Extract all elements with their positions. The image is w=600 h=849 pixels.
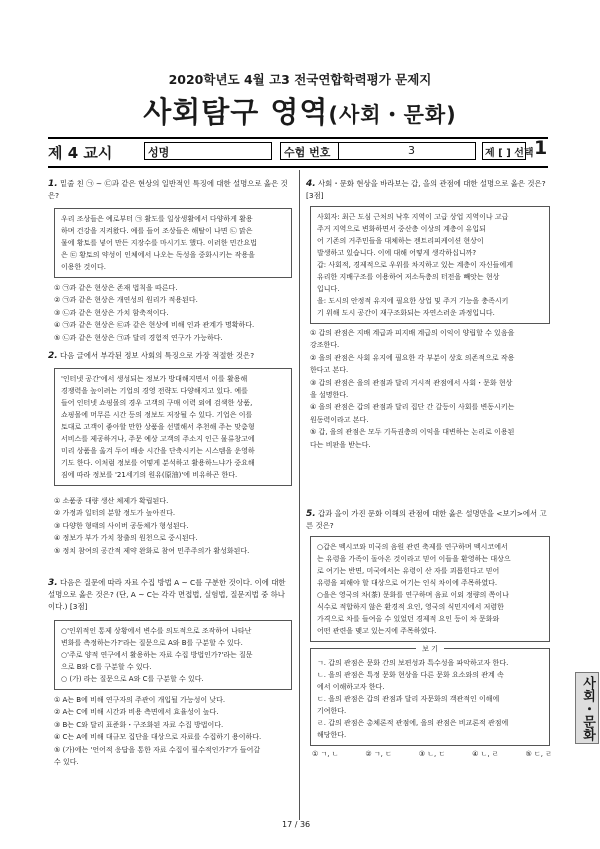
answer-option-continued: 수 있다.: [54, 758, 79, 767]
question-number: 2.: [48, 351, 58, 361]
answer-option[interactable]: ⑤ ㉡과 같은 현상은 ㉠과 달리 경험적 연구가 가능하다.: [54, 333, 223, 342]
question-number: 4.: [306, 179, 316, 189]
answer-option[interactable]: ③ 갑의 관점은 을의 관점과 달리 거시적 관점에서 사회・문화 현상: [310, 378, 513, 387]
passage-line: 갑: 사회적, 경제적으로 우위를 차지하고 있는 계층이 자신들에게: [317, 261, 513, 269]
answer-option[interactable]: ⑤ (가)에는 '언어적 응답을 통한 자료 수집이 필수적인가?'가 들어갈: [54, 745, 261, 754]
answer-option[interactable]: ② A는 C에 비해 시간과 비용 측면에서 효율성이 높다.: [54, 708, 219, 717]
answer-option-continued: 한다고 본다.: [310, 366, 349, 375]
question-3: [48, 577, 292, 613]
passage-line: 유령을 피해야 할 대상으로 여기는 인식 차이에 주목하였다.: [317, 579, 498, 587]
question-number: 1.: [48, 179, 58, 189]
q3-options: [54, 694, 294, 768]
passage-line: 사회자: 최근 도심 근처의 낙후 지역이 고급 상업 지역이나 고급: [317, 213, 509, 221]
q1-passage: [54, 208, 292, 278]
name-label: 성명: [148, 146, 170, 159]
passage-line: 유리한 지배구조를 이용하여 저소득층의 터전을 빼앗는 현상: [317, 273, 500, 281]
q5-options: [312, 748, 552, 760]
passage-line: 는 유령을 가족이 돌아온 것이라고 믿어 이들을 환영하는 대상으: [317, 555, 511, 563]
passage-line: 우리 조상들은 예로부터 ㉠ 활도를 일상생활에서 다양하게 활용: [61, 215, 253, 223]
passage-line: ○갑은 멕시코와 미국의 음원 관련 축제를 연구하며 멕시코에서: [317, 543, 508, 551]
answer-option[interactable]: ⑤ 정치 참여의 공간적 제약 완화로 참여 민주주의가 활성화된다.: [54, 546, 250, 555]
exam-number-value: 3: [408, 144, 415, 157]
question-4: [306, 178, 550, 202]
passage-line: ○을은 영국의 차(茶) 문화를 연구하며 음료 이외 정량의 쪽이나: [317, 591, 509, 599]
q2-options: [54, 495, 294, 557]
q5-bogi-box: [310, 645, 550, 746]
subject-main: 사회탐구 영역: [143, 95, 329, 129]
answer-option[interactable]: ④ 정보가 부가 가치 창출의 원천으로 중시된다.: [54, 534, 198, 543]
question-number: 3.: [48, 578, 58, 588]
q4-options: [310, 327, 552, 451]
passage-line: 들어 인터넷 쇼핑몰의 경우 고객의 구매 이력 외에 검색한 상품,: [61, 399, 253, 407]
passage-line: 쇼핑몰에 머무른 시간 등의 정보도 저장될 수 있다. 기업은 이를: [61, 411, 253, 419]
exam-number-divider: [338, 142, 339, 160]
question-5: [306, 508, 550, 532]
bogi-item: ㄹ. 갑의 관점은 총체론적 관점에, 을의 관점은 비교론적 관점에: [317, 719, 509, 727]
exam-number-label: 수험 번호: [284, 146, 331, 159]
answer-option[interactable]: ① A는 B에 비해 연구자의 주관이 개입될 가능성이 낮다.: [54, 696, 226, 704]
passage-line: 토대로 고객이 좋아할 만한 상품을 선별해서 추천해 주는 맞춤형: [61, 423, 255, 431]
answer-option-continued: 다는 비판을 받는다.: [310, 440, 371, 449]
passage-line: 경쟁력을 높이려는 기업의 경영 전략도 다양해지고 있다. 예를: [61, 387, 248, 395]
q4-passage: [310, 206, 550, 324]
question-stem: 밑줄 친 ㉠ ~ ㉢과 같은 현상의 일반적인 특징에 대한 설명으로 옳은 것은?: [48, 179, 288, 200]
bogi-item: 에서 이해하고자 한다.: [317, 683, 385, 691]
passage-line: 미리 상품을 옮겨 두어 배송 시간을 단축시키는 시스템을 운영하: [61, 447, 255, 455]
question-1: [48, 178, 292, 202]
passage-line: ○'인위적인 통제 상황에서 변수를 의도적으로 조작하여 나타난: [61, 627, 252, 635]
passage-line: 어떤 관련을 맺고 있는지에 주목하였다.: [317, 627, 437, 635]
passage-line: 을: 도시의 안정적 유지에 필요한 상업 및 주거 기능을 충족시키: [317, 297, 509, 305]
passage-line: 물에 황토를 넣어 만든 지장수를 마시기도 했다. 이러한 민간요법: [61, 239, 257, 247]
question-stem: 다음 글에서 부각된 정보 사회의 특징으로 가장 적절한 것은?: [60, 351, 255, 360]
answer-option[interactable]: ⑤ ㄷ, ㄹ: [525, 750, 552, 758]
passage-line: 기도 한다. 이처럼 정보를 어떻게 분석하고 활용하느냐가 중요해: [61, 459, 255, 467]
passage-line: 어 기존의 거주민들을 대체하는 젠트리피케이션 현상이: [317, 237, 484, 245]
q3-passage: [54, 620, 292, 690]
bogi-item: ㄷ. 을의 관점은 갑의 관점과 달리 자문화의 객관적인 이해에: [317, 695, 500, 703]
passage-line: ○ (가) 라는 질문으로 A와 C를 구분할 수 있다.: [61, 675, 204, 683]
bogi-title: 보 기: [311, 643, 549, 655]
answer-option[interactable]: ④ C는 A에 비해 대규모 집단을 대상으로 자료를 수집하기 용이하다.: [54, 733, 262, 742]
choice-label: 제 [ ] 선택: [485, 148, 534, 159]
passage-line: 식수로 적합하지 않은 환경적 요인, 영국의 식민지에서 저렴한: [317, 603, 504, 611]
answer-option[interactable]: ③ ㄴ, ㄷ: [418, 750, 446, 758]
passage-line: 로 여기는 반면, 미국에서는 유령이 산 자를 괴롭힌다고 믿어: [317, 567, 500, 575]
passage-line: 입니다.: [317, 285, 340, 293]
answer-option[interactable]: ① 소품종 대량 생산 체제가 확립된다.: [54, 497, 169, 505]
passage-line: 가격으로 차를 들여올 수 있었던 경제적 요인 등이 차 문화와: [317, 615, 500, 623]
passage-line: 하며 건강을 지켜왔다. 예를 들어 조상들은 해탈이 나면 ㉡ 맑은: [61, 227, 253, 235]
passage-line: 주거 지역으로 변화하면서 중산층 이상의 계층이 유입되: [317, 225, 486, 233]
answer-option[interactable]: ③ 다양한 형태의 사이버 공동체가 형성된다.: [54, 521, 189, 530]
q2-passage: [54, 368, 292, 486]
answer-option-continued: 강조한다.: [310, 341, 340, 350]
passage-line: 은 ㉢ 황토의 약성이 인체에서 나오는 독성을 중화시키는 작용을: [61, 251, 255, 259]
subject-title: [0, 90, 600, 131]
answer-option[interactable]: ③ ㉡과 같은 현상은 가치 함축적이다.: [54, 308, 169, 317]
answer-option[interactable]: ② ㉠과 같은 현상은 개연성의 원리가 적용된다.: [54, 296, 198, 305]
answer-option[interactable]: ② ㄱ, ㄷ: [365, 750, 392, 758]
answer-option[interactable]: ⑤ 갑, 을의 관점은 모두 기득권층의 이익을 대변하는 논리로 이용된: [310, 428, 515, 437]
bogi-item: ㄱ. 갑의 관점은 문화 간의 보편성과 특수성을 파악하고자 한다.: [317, 659, 509, 667]
q1-options: [54, 282, 294, 344]
bogi-item: 기여한다.: [317, 707, 347, 715]
bogi-item: ㄴ. 을의 관점은 특정 문화 현상을 다른 문화 요소와의 관계 속: [317, 671, 504, 679]
question-2: [48, 350, 292, 362]
question-stem: 다음은 질문에 따라 자료 수집 방법 A ~ C를 구분한 것이다. 이에 대한 설명으로 옳은 것은? (단, A ~ C는 각각 면접법, 실험법, 질문지법 중 하나이다.) [3점]: [48, 578, 286, 611]
exam-info-row: [48, 137, 548, 163]
answer-option-continued: 원동력이라고 본다.: [310, 415, 369, 424]
passage-line: 기 위해 도시 공간이 재구조화되는 자연스러운 과정입니다.: [317, 309, 495, 317]
answer-option[interactable]: ① ㉠과 같은 현상은 존재 법칙을 따른다.: [54, 284, 178, 292]
question-stem: 사회・문화 현상을 바라보는 갑, 을의 관점에 대한 설명으로 옳은 것은? [3점]: [306, 179, 546, 200]
passage-line: ○'주로 양적 연구에서 활용하는 자료 수집 방법인가?'라는 질문: [61, 651, 253, 659]
answer-option[interactable]: ① ㄱ, ㄴ: [312, 750, 339, 758]
passage-line: 으로 B와 C를 구분할 수 있다.: [61, 663, 152, 671]
answer-option-continued: 을 설명한다.: [310, 391, 349, 400]
passage-line: 변화를 측정하는가?'라는 질문으로 A와 B를 구분할 수 있다.: [61, 639, 243, 647]
answer-option[interactable]: ① 갑의 관점은 지배 계급과 피지배 계급의 이익이 양립할 수 있음을: [310, 329, 515, 337]
column-divider: [299, 170, 300, 820]
page-number: 1: [534, 137, 548, 159]
subject-sub: (사회・문화): [328, 103, 457, 127]
header-bottom-rule: [48, 166, 548, 168]
passage-line: 이용한 것이다.: [61, 263, 107, 271]
passage-line: 짐에 따라 정보를 '21세기의 원유(原油)'에 비유하곤 한다.: [61, 471, 238, 479]
answer-option[interactable]: ② 가정과 일터의 분할 정도가 높아진다.: [54, 509, 176, 518]
header-top-rule: [48, 137, 548, 139]
q5-passage: [310, 536, 550, 642]
period-label: 제 4 교시: [48, 144, 113, 162]
answer-option[interactable]: ④ ㄴ, ㄹ: [472, 750, 499, 758]
answer-option[interactable]: ④ ㉠과 같은 현상은 ㉢과 같은 현상에 비해 인과 관계가 명확하다.: [54, 321, 255, 330]
passage-line: '인터넷 공간'에서 생성되는 정보가 방대해지면서 이를 활용해: [61, 375, 248, 383]
passage-line: 서비스를 제공하거나, 주문 예상 고객의 주소지 인근 물류창고에: [61, 435, 255, 443]
exam-title: 2020학년도 4월 고3 전국연합학력평가 문제지: [168, 72, 432, 87]
answer-option[interactable]: ② 을의 관점은 사회 유지에 필요한 각 부분이 상호 의존적으로 작용: [310, 353, 515, 362]
answer-option[interactable]: ④ 을의 관점은 갑의 관점과 달리 집단 간 갈등이 사회를 변동시키는: [310, 403, 515, 412]
question-number: 5.: [306, 509, 316, 519]
bogi-item: 해당한다.: [317, 731, 347, 739]
answer-option[interactable]: ③ B는 C와 달리 표준화・구조화된 자료 수집 방법이다.: [54, 720, 224, 729]
question-stem: 갑과 을이 가진 문화 이해의 관점에 대한 옳은 설명만을 <보기>에서 고른 것은?: [306, 509, 547, 530]
subject-side-tab: 사회・문화: [575, 672, 599, 744]
passage-line: 발생하고 있습니다. 이에 대해 어떻게 생각하십니까?: [317, 249, 477, 257]
page-footer: 17 / 36: [282, 820, 311, 829]
